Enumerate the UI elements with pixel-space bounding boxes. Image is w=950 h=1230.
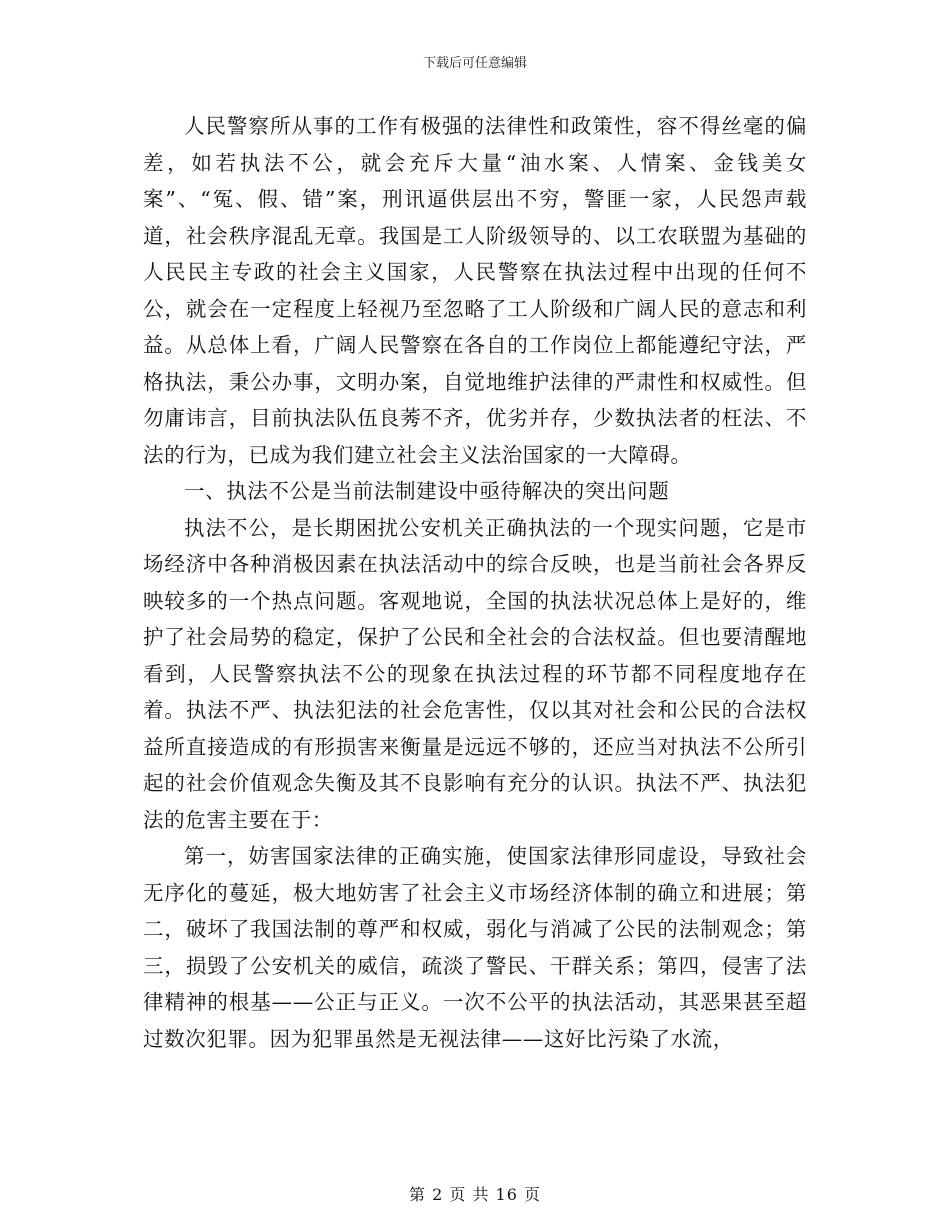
paragraph-unfair-enforcement: 执法不公，是长期困扰公安机关正确执法的一个现实问题，它是市场经济中各种消极因素在执法活动中的综合反映，也是当前社会各界反映较多的一个热点问题。客观地说，全国的执法状况总体上是好的，维护了社会局势的稳定，保护了公民和全社会的合法权益。但也要清醒地看到，人民警察执法不公的现象在执法过程的环节都不同程度地存在着。执法不严、执法犯法的社会危害性，仅以其对社会和公民的合法权益所直接造成的有形损害来衡量是远远不够的，还应当对执法不公所引起的社会价值观念失衡及其不良影响有充分的认识。执法不严、执法犯法的危害主要在于： xyxy=(143,515,807,832)
page-footer xyxy=(0,1182,950,1205)
footer-total-pages: 16 xyxy=(495,1185,518,1204)
page-header: 下载后可任意编辑 xyxy=(422,56,527,71)
footer-suffix: 页 xyxy=(524,1185,542,1204)
document-body xyxy=(143,108,807,1057)
paragraph-intro: 人民警察所从事的工作有极强的法律性和政策性，容不得丝毫的偏差，如若执法不公，就会充斥大量“油水案、人情案、金钱美女案”、“冤、假、错”案，刑讯逼供层出不穷，警匪一家，人民怨声载道，社会秩序混乱无章。我国是工人阶级领导的、以工农联盟为基础的人民民主专政的社会主义国家，人民警察在执法过程中出现的任何不公，就会在一定程度上轻视乃至忽略了工人阶级和广阔人民的意志和利益。从总体上看，广阔人民警察在各自的工作岗位上都能遵纪守法，严格执法，秉公办事，文明办案，自觉地维护法律的严肃性和权威性。但勿庸讳言，目前执法队伍良莠不齐，优劣并存，少数执法者的枉法、不法的行为，已成为我们建立社会主义法治国家的一大障碍。 xyxy=(143,114,807,467)
footer-page-number: 2 xyxy=(432,1185,444,1204)
paragraph-harms: 第一，妨害国家法律的正确实施，使国家法律形同虚设，导致社会无序化的蔓延，极大地妨害了社会主义市场经济体制的确立和进展；第二，破坏了我国法制的尊严和权威，弱化与消减了公民的法制观念；第三，损毁了公安机关的威信，疏淡了警民、干群关系；第四，侵害了法律精神的根基——公正与正义。一次不公平的执法活动，其恶果甚至超过数次犯罪。因为犯罪虽然是无视法律——这好比污染了水流， xyxy=(143,844,807,1051)
footer-prefix: 第 xyxy=(408,1185,426,1204)
section-heading: 一、执法不公是当前法制建设中亟待解决的突出问题 xyxy=(184,479,670,503)
footer-middle: 页 共 xyxy=(449,1185,490,1204)
